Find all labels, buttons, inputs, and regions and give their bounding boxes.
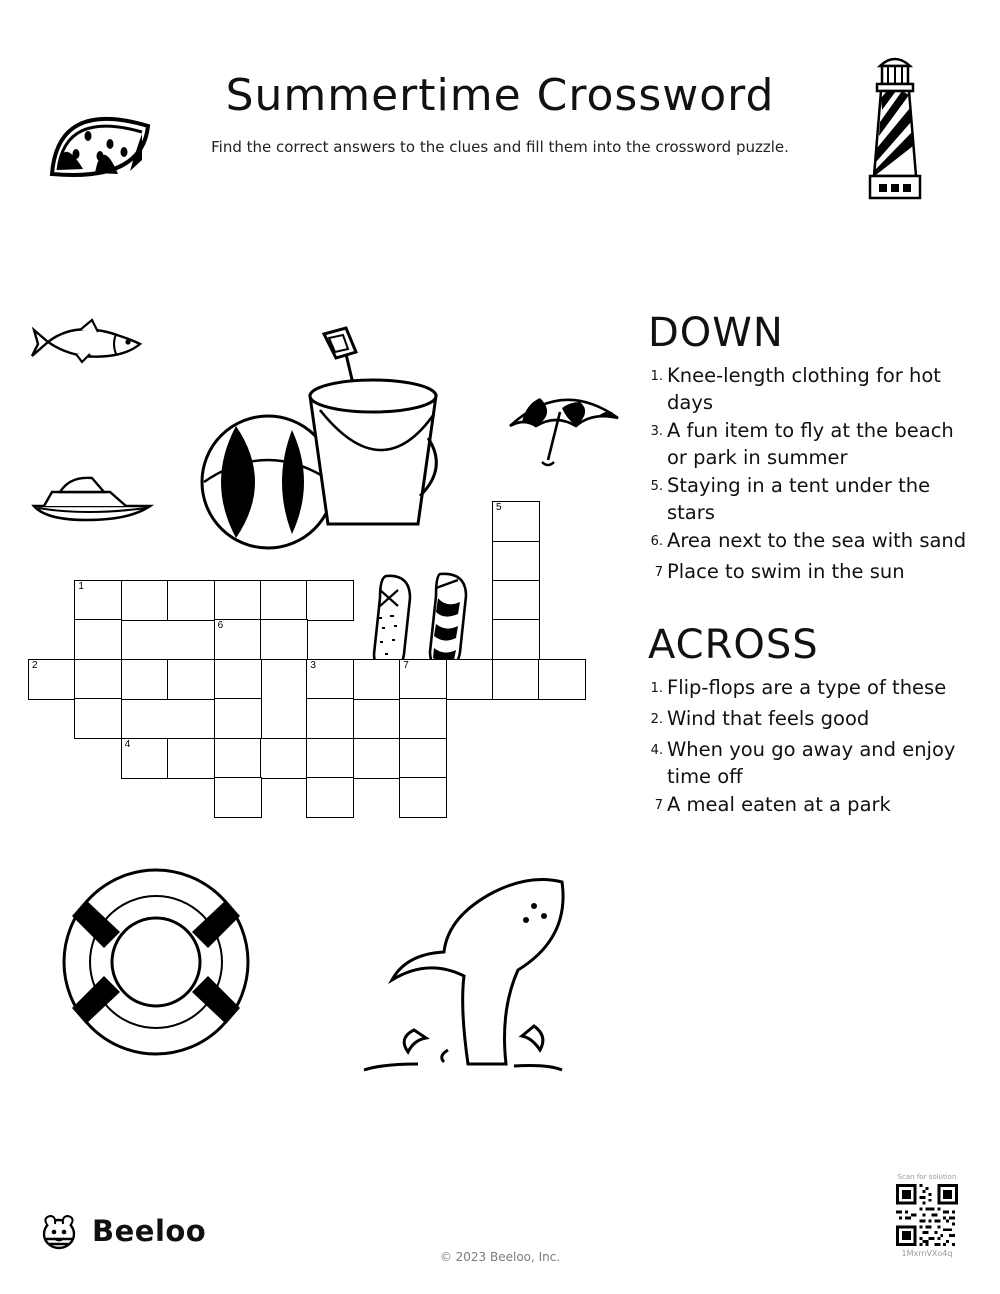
fish-icon: [28, 310, 148, 370]
clue-text: Staying in a tent under the stars: [667, 474, 931, 524]
cell-number: 1: [78, 581, 84, 592]
crossword-cell[interactable]: [214, 777, 262, 818]
cell-number: 5: [496, 502, 502, 514]
crossword-grid[interactable]: [28, 490, 628, 850]
clue-text: When you go away and enjoy time off: [667, 738, 956, 788]
life-ring-icon: [56, 862, 256, 1062]
crossword-cell[interactable]: [492, 619, 540, 660]
cell-number: 3: [310, 659, 316, 671]
clue-number: 1.: [650, 369, 663, 384]
crossword-cell[interactable]: [353, 738, 401, 779]
clue-item: [648, 791, 968, 821]
crossword-cell[interactable]: [121, 580, 169, 621]
crossword-cell[interactable]: [306, 580, 354, 621]
crossword-cell[interactable]: [492, 501, 540, 542]
crossword-cell[interactable]: [214, 738, 262, 779]
crossword-cell[interactable]: [492, 659, 540, 700]
bee-logo-icon: [38, 1210, 80, 1252]
crossword-cell[interactable]: [214, 698, 262, 739]
crossword-cell[interactable]: [399, 738, 447, 779]
cell-number: 2: [32, 659, 38, 671]
qr-label: Scan for solution: [897, 1173, 957, 1181]
whale-tail-icon: [318, 858, 568, 1088]
clue-text: A fun item to fly at the beach or park in summer: [667, 419, 954, 469]
crossword-cell[interactable]: [353, 659, 401, 700]
cell-number: 7: [403, 659, 409, 671]
crossword-cell[interactable]: [399, 698, 447, 739]
brand-name: Beeloo: [92, 1214, 207, 1248]
crossword-cell[interactable]: [306, 777, 354, 818]
clue-text: Wind that feels good: [667, 707, 870, 730]
across-heading: ACROSS: [648, 622, 819, 668]
crossword-cell[interactable]: [214, 659, 262, 700]
crossword-cell[interactable]: [446, 659, 494, 700]
copyright-text: © 2023 Beeloo, Inc.: [439, 1250, 561, 1264]
clue-item: [648, 674, 968, 704]
clue-number: 3.: [650, 424, 663, 439]
crossword-cell[interactable]: [167, 580, 215, 621]
beach-umbrella-icon: [500, 382, 630, 472]
clue-number: 4.: [650, 743, 663, 758]
clue-item: [648, 527, 968, 557]
crossword-cell[interactable]: [28, 659, 76, 700]
page-header: [0, 48, 1000, 208]
crossword-cell[interactable]: [260, 619, 308, 660]
crossword-cell[interactable]: [74, 698, 122, 739]
down-clue-list: [648, 362, 968, 588]
crossword-cell[interactable]: [306, 738, 354, 779]
crossword-cell[interactable]: [214, 580, 262, 621]
crossword-cell[interactable]: [260, 738, 308, 779]
crossword-cell[interactable]: [121, 659, 169, 700]
page-title: Summertime Crossword: [225, 70, 775, 121]
crossword-cell[interactable]: [214, 619, 262, 660]
crossword-cell[interactable]: [492, 541, 540, 582]
clue-text: Knee-length clothing for hot days: [667, 364, 941, 414]
crossword-cell[interactable]: [399, 777, 447, 818]
crossword-cell[interactable]: [492, 580, 540, 621]
crossword-cell[interactable]: [260, 580, 308, 621]
clue-number: 6.: [650, 534, 663, 549]
clue-number: 7: [654, 565, 663, 580]
clue-item: [648, 736, 968, 790]
clue-item: [648, 417, 968, 471]
clue-item: [648, 472, 968, 526]
crossword-cell[interactable]: [74, 659, 122, 700]
crossword-cell[interactable]: [121, 738, 169, 779]
clues-panel: [648, 310, 968, 822]
page-subtitle: Find the correct answers to the clues and fill them into the crossword puzzle.: [211, 138, 789, 156]
crossword-cell[interactable]: [538, 659, 586, 700]
clue-text: A meal eaten at a park: [667, 793, 891, 816]
clue-number: 2.: [650, 712, 663, 727]
crossword-cell[interactable]: [306, 659, 354, 700]
clue-text: Place to swim in the sun: [667, 560, 905, 583]
clue-item: [648, 705, 968, 735]
across-clue-list: [648, 674, 968, 821]
clue-number: 7: [654, 798, 663, 813]
clue-number: 5.: [650, 479, 663, 494]
qr-block: [890, 1173, 964, 1258]
clue-text: Area next to the sea with sand: [667, 529, 967, 552]
lighthouse-icon: [850, 48, 940, 208]
down-heading: DOWN: [648, 310, 784, 356]
crossword-cell[interactable]: [399, 659, 447, 700]
crossword-cell[interactable]: [306, 698, 354, 739]
clue-text: Flip-flops are a type of these: [667, 676, 947, 699]
crossword-cell[interactable]: [74, 619, 122, 660]
cell-number: 4: [124, 738, 131, 750]
qr-id: 1MxrnVXo4q: [901, 1249, 953, 1258]
crossword-cell[interactable]: [74, 580, 122, 621]
qr-code[interactable]: [896, 1184, 958, 1246]
crossword-cell[interactable]: [167, 659, 215, 700]
clue-number: 1.: [650, 681, 663, 696]
beeloo-logo[interactable]: [38, 1210, 206, 1252]
clue-item: [648, 362, 968, 416]
crossword-cell[interactable]: [167, 738, 215, 779]
cell-number: 6: [217, 620, 224, 632]
clue-item: [648, 558, 968, 588]
